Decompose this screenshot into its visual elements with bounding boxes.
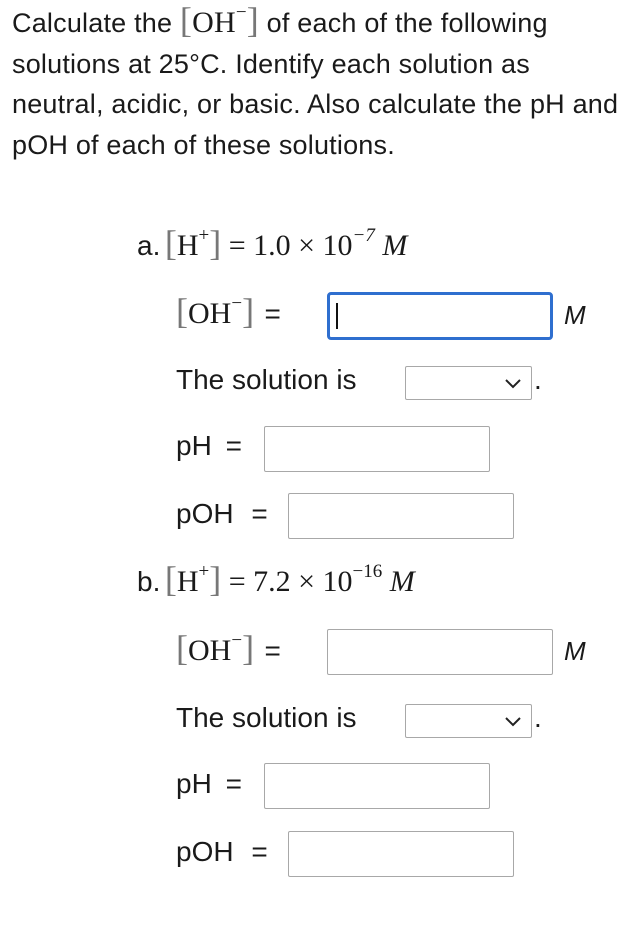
prompt-rest: of each of the following solutions at 25°C. Identify each solution as neutral, acidic, or basic. Also calculate the pH and pOH of each of these solutions. <box>12 8 619 160</box>
part-a-solution-select[interactable] <box>405 366 532 400</box>
chevron-down-icon <box>503 711 523 731</box>
part-b-given <box>137 558 415 600</box>
part-a-oh-input[interactable] <box>327 292 553 340</box>
part-b-ph-label: pH = <box>176 768 242 799</box>
part-a-label: a. <box>137 230 161 261</box>
part-b-label: b. <box>137 566 161 597</box>
part-b-poh-input[interactable] <box>288 831 514 877</box>
part-b-ph-input[interactable] <box>264 763 490 809</box>
part-b-solution-select[interactable] <box>405 704 532 738</box>
prompt-lead: Calculate the <box>12 8 173 38</box>
part-a-poh-label: pOH = <box>176 498 268 529</box>
question-prompt <box>12 0 627 165</box>
part-a-oh-label: [OH−] = <box>176 291 281 331</box>
oh-concentration-symbol: [OH−] <box>179 0 259 40</box>
part-b-oh-input[interactable] <box>327 629 553 675</box>
part-b-solution-label: The solution is <box>176 702 357 733</box>
part-b-poh-label: pOH = <box>176 836 268 867</box>
part-a-oh-unit: M <box>564 300 586 330</box>
part-b-oh-label: [OH−] = <box>176 628 281 668</box>
part-a-h-expression: $[H^+] = 1.0 \times 10^{-7}$ M <box>164 223 408 263</box>
part-a-ph-label: pH = <box>176 430 242 461</box>
part-a-poh-input[interactable] <box>288 493 514 539</box>
part-a-ph-input[interactable] <box>264 426 490 472</box>
sentence-period: . <box>534 364 542 395</box>
part-a-solution-label: The solution is <box>176 364 357 395</box>
text-caret <box>336 303 338 329</box>
part-b-oh-unit: M <box>564 636 586 666</box>
sentence-period: . <box>534 702 542 733</box>
chevron-down-icon <box>503 373 523 393</box>
part-b-h-expression: $[H^+] = 7.2 \times 10^{-16}$ M <box>164 559 415 599</box>
part-a-given <box>137 222 407 264</box>
